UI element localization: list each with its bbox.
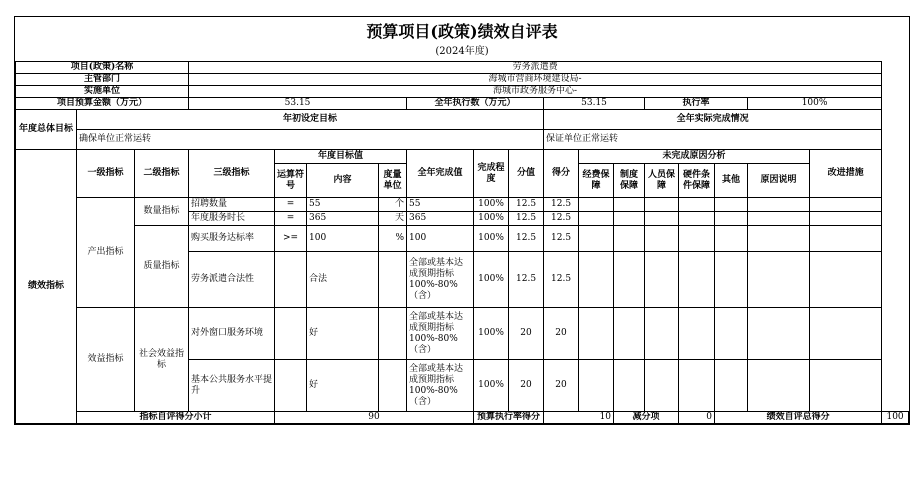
row-content: 合法 [307,252,379,308]
row-op [275,308,307,360]
exec-score-label: 预算执行率得分 [474,412,544,424]
evaluation-table [15,61,909,424]
row-op: >= [275,226,307,252]
header-reason-desc: 原因说明 [748,164,810,198]
group-quality: 质量指标 [135,226,189,308]
header-level1: 一级指标 [77,150,135,198]
unit-label: 实施单位 [16,86,189,98]
actual-goal-label: 全年实际完成情况 [544,110,882,130]
row-done: 365 [407,212,474,226]
row-op [275,252,307,308]
row-op [275,360,307,412]
row-content: 55 [307,198,379,212]
dept-value: 海城市营商环境建设局- [189,74,882,86]
group-social: 社会效益指标 [135,308,189,412]
row-op: = [275,212,307,226]
row-done: 全部或基本达成预期指标100%-80%（含） [407,252,474,308]
row-l3: 购买服务达标率 [189,226,275,252]
header-reasons: 未完成原因分析 [579,150,810,164]
header-reason-other: 其他 [715,164,748,198]
initial-goal-text: 确保单位正常运转 [77,130,544,150]
row-content: 365 [307,212,379,226]
row-unit [379,360,407,412]
exec-label: 全年执行数（万元） [407,98,544,110]
total-score-value: 100 [882,412,909,424]
subtotal-value: 90 [275,412,474,424]
row-done: 全部或基本达成预期指标100%-80%（含） [407,360,474,412]
header-operator: 运算符号 [275,164,307,198]
row-unit [379,308,407,360]
row-score: 20 [544,360,579,412]
header-content: 内容 [307,164,379,198]
project-name-value: 劳务派遣费 [189,62,882,74]
page-title: 预算项目(政策)绩效自评表 [366,22,558,41]
header-level3: 三级指标 [189,150,275,198]
row-l3: 劳务派遣合法性 [189,252,275,308]
table-row [16,198,909,212]
row-unit: % [379,226,407,252]
deduct-value: 0 [679,412,715,424]
row-score: 20 [544,308,579,360]
header-improve: 改进措施 [810,150,882,198]
row-l3: 对外窗口服务环境 [189,308,275,360]
total-score-label: 绩效自评总得分 [715,412,882,424]
header-reason-staff: 人员保障 [645,164,679,198]
row-l3: 招聘数量 [189,198,275,212]
row-max: 12.5 [509,212,544,226]
row-max: 20 [509,308,544,360]
row-max: 20 [509,360,544,412]
header-unit: 度量单位 [379,164,407,198]
dept-label: 主管部门 [16,74,189,86]
row-max: 12.5 [509,226,544,252]
subtotal-label: 指标自评得分小计 [77,412,275,424]
row-done: 55 [407,198,474,212]
row-done: 全部或基本达成预期指标100%-80%（含） [407,308,474,360]
row-score: 12.5 [544,198,579,212]
row-l3: 基本公共服务水平提升 [189,360,275,412]
row-content: 好 [307,360,379,412]
row-unit: 天 [379,212,407,226]
row-max: 12.5 [509,252,544,308]
row-degree: 100% [474,252,509,308]
group-quantity: 数量指标 [135,198,189,226]
exec-score-value: 10 [544,412,614,424]
year-subtitle: (2024年度) [435,46,489,57]
row-unit: 个 [379,198,407,212]
header-completed: 全年完成值 [407,150,474,198]
row-done: 100 [407,226,474,252]
row-l3: 年度服务时长 [189,212,275,226]
row-content: 好 [307,308,379,360]
header-score: 得分 [544,150,579,198]
row-op: = [275,198,307,212]
unit-value: 海城市政务服务中心- [189,86,882,98]
exec-value: 53.15 [544,98,645,110]
budget-label: 项目预算金额（万元） [16,98,189,110]
row-score: 12.5 [544,226,579,252]
row-degree: 100% [474,212,509,226]
header-reason-hardware: 硬件条件保障 [679,164,715,198]
project-name-label: 项目(政策)名称 [16,62,189,74]
table-row [16,226,909,252]
row-score: 12.5 [544,252,579,308]
row-degree: 100% [474,198,509,212]
row-unit [379,252,407,308]
row-degree: 100% [474,360,509,412]
initial-goal-label: 年初设定目标 [77,110,544,130]
overall-goal-label: 年度总体目标 [16,110,77,150]
actual-goal-text: 保证单位正常运转 [544,130,882,150]
row-degree: 100% [474,308,509,360]
header-reason-system: 制度保障 [614,164,645,198]
table-row [16,308,909,360]
row-degree: 100% [474,226,509,252]
budget-value: 53.15 [189,98,407,110]
row-max: 12.5 [509,198,544,212]
evaluation-form [14,16,910,425]
header-degree: 完成程度 [474,150,509,198]
group-benefit: 效益指标 [77,308,135,412]
header-level2: 二级指标 [135,150,189,198]
header-annual-target: 年度目标值 [275,150,407,164]
perf-indicator-label: 绩效指标 [16,150,77,424]
row-content: 100 [307,226,379,252]
exec-rate-label: 执行率 [645,98,748,110]
exec-rate-value: 100% [748,98,882,110]
group-output: 产出指标 [77,198,135,308]
header-score-max: 分值 [509,150,544,198]
row-score: 12.5 [544,212,579,226]
deduct-label: 减分项 [614,412,679,424]
header-reason-fund: 经费保障 [579,164,614,198]
